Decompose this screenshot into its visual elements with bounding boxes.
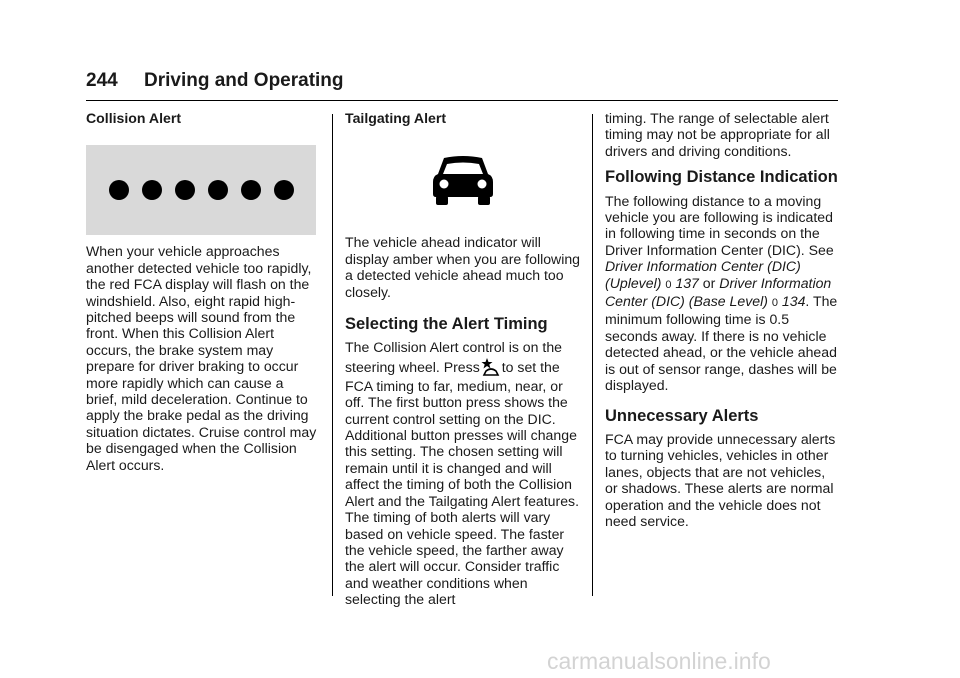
dic-base-link[interactable]: Driver Information Center (DIC) (Base Level) [605, 274, 832, 310]
watermark: carmanualsonline.info [547, 648, 771, 674]
column-divider [592, 114, 593, 596]
fca-dot [175, 180, 195, 200]
dic-uplevel-page[interactable]: 137 [675, 274, 699, 291]
dic-base-page[interactable]: 134 [781, 293, 806, 310]
fca-dot [241, 180, 261, 200]
column-left [86, 110, 318, 473]
column-divider [332, 114, 333, 596]
unnecessary-alerts-paragraph: FCA may provide unnecessary alerts to turning vehicles, vehicles in other lanes, objects that are not vehicles, or shadows. These alerts are normal operation and the vehicle does not need service. [605, 430, 836, 529]
following-distance-text-a: The following distance to a moving vehicle you are following is indicated in following time in seconds on the Driver Information Center (DIC). See [605, 192, 834, 258]
following-distance-text-b: . The minimum following time is 0.5 seconds away. If there is no vehicle detected ahead, or the vehicle ahead is out of sensor range, dashes will be displayed. [605, 293, 838, 394]
following-distance-heading: Following Distance Indication [605, 168, 838, 187]
column-right [605, 110, 841, 529]
vehicle-ahead-icon [345, 126, 581, 234]
section-title: Driving and Operating [144, 70, 344, 91]
alert-timing-text-b: to set the FCA timing to far, medium, near, or off. The first button press shows the current control setting on the DIC. Additional button presses will change this setting. The chosen setting will remain until it is changed and will affect the timing of both the Collision Alert and the Tailgating Alert features. The timing of both alerts will vary based on vehicle speed. The faster the vehicle speed, the farther away the alert will occur. Consider traffic and weather conditions when selecting the alert [345, 358, 579, 608]
vehicle-ahead-paragraph: The vehicle ahead indicator will display amber when you are following a detected vehicle ahead much too closely. [345, 234, 581, 300]
continued-paragraph: timing. The range of selectable alert timing may not be appropriate for all drivers and driving conditions. [605, 110, 830, 159]
collision-alert-heading: Collision Alert [86, 110, 182, 126]
selecting-alert-timing-heading: Selecting the Alert Timing [345, 315, 548, 334]
fca-display-dots-icon [86, 145, 316, 235]
fca-dot [208, 180, 228, 200]
column-middle [345, 110, 581, 608]
fca-dot [109, 180, 129, 200]
tailgating-alert-heading: Tailgating Alert [345, 110, 447, 126]
alert-timing-text-a: The Collision Alert control is on the steering wheel. Press [345, 339, 562, 375]
page-ref-arrow: 0 [665, 278, 672, 291]
page-number: 244 [86, 70, 118, 91]
unnecessary-alerts-heading: Unnecessary Alerts [605, 406, 759, 425]
page-header [86, 70, 838, 101]
fca-dot [142, 180, 162, 200]
collision-alert-paragraph: When your vehicle approaches another detected vehicle too rapidly, the red FCA display will flash on the windshield. Also, eight rapid high-pitched beeps will sound from the front. When this Collision Alert occurs, the brake system may prepare for driver braking to occur more rapidly which can cause a brief, mild deceleration. Continue to apply the brake pedal as the driving situation dictates. Cruise control may be disengaged when the Collision Alert occurs. [86, 243, 317, 473]
alert-timing-paragraph [345, 339, 581, 607]
following-distance-paragraph [605, 193, 841, 394]
collision-alert-control-icon [480, 356, 502, 378]
page-ref-arrow: 0 [771, 297, 778, 310]
dic-uplevel-link[interactable]: Driver Information Center (DIC) (Uplevel) [605, 258, 801, 291]
or-text: or [702, 274, 716, 291]
fca-dot [274, 180, 294, 200]
